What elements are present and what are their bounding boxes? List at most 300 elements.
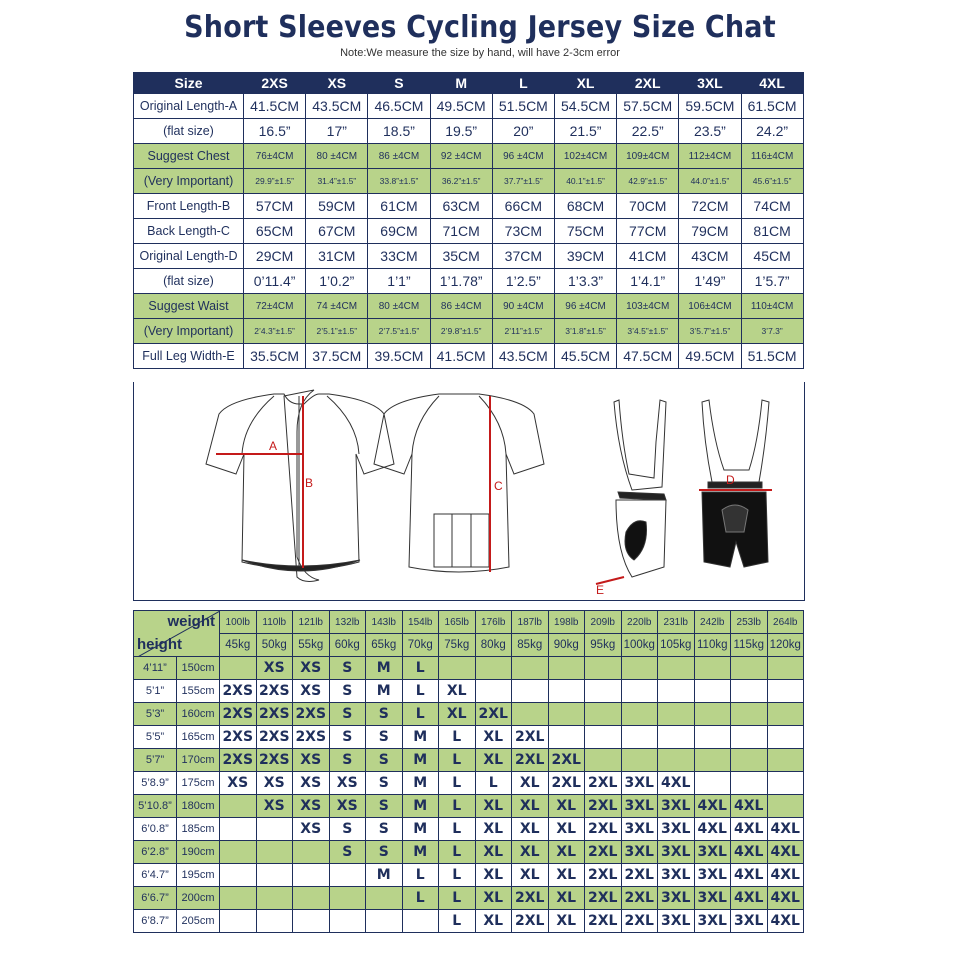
size-cell [548,680,585,703]
measure-cell: 90 ±4CM [492,294,554,319]
measure-row [134,94,804,119]
measure-cell: 74 ±4CM [306,294,368,319]
size-cell: 4XL [767,841,804,864]
measure-cell: 51.5CM [492,94,554,119]
size-cell: 2XS [220,680,257,703]
measure-cell: 17” [306,119,368,144]
size-cell [731,657,768,680]
size-cell: L [439,772,476,795]
size-cell: 4XL [731,887,768,910]
garment-diagram [133,382,805,601]
weight-kg-cell: 95kg [585,634,622,657]
size-cell: 3XL [694,887,731,910]
height-ft-cell: 6’2.8” [134,841,177,864]
measure-cell: 3’7.3” [741,319,803,344]
height-row [134,772,804,795]
measure-cell: 46.5CM [368,94,430,119]
measure-cell: 1’2.5” [492,269,554,294]
height-cm-cell: 170cm [177,749,220,772]
size-cell: S [366,841,403,864]
height-cm-cell: 155cm [177,680,220,703]
height-label: height [137,636,182,653]
size-cell: S [366,795,403,818]
weight-kg-cell: 60kg [329,634,366,657]
size-cell: XL [475,841,512,864]
measure-row [134,269,804,294]
measure-cell: 43.5CM [306,94,368,119]
measure-row [134,219,804,244]
measure-cell: 86 ±4CM [368,144,430,169]
size-cell: XS [329,795,366,818]
row-label: Original Length-D [134,244,244,269]
size-cell [767,772,804,795]
size-cell: S [329,703,366,726]
weight-kg-cell: 85kg [512,634,549,657]
measure-row [134,144,804,169]
size-cell [621,749,658,772]
size-cell: XS [256,657,293,680]
measure-cell: 57.5CM [617,94,679,119]
size-cell: XL [512,841,549,864]
size-cell [731,703,768,726]
size-cell: 3XL [658,841,695,864]
size-cell: S [366,772,403,795]
size-cell: M [402,772,439,795]
measure-cell: 109±4CM [617,144,679,169]
size-cell [767,749,804,772]
size-cell: 4XL [767,864,804,887]
height-row [134,703,804,726]
size-cell: 3XL [658,910,695,933]
measure-cell: 47.5CM [617,344,679,369]
size-cell [329,910,366,933]
size-cell: M [402,841,439,864]
size-cell: 2XL [621,887,658,910]
size-cell: XL [512,795,549,818]
measure-cell: 70CM [617,194,679,219]
measure-cell: 21.5” [554,119,616,144]
measure-cell: 81CM [741,219,803,244]
row-sublabel: (Very Important) [134,169,244,194]
measure-cell: 116±4CM [741,144,803,169]
height-ft-cell: 5’1” [134,680,177,703]
size-header-cell: 4XL [741,73,803,94]
size-cell: L [402,864,439,887]
size-cell: S [329,726,366,749]
size-measurement-table [133,72,804,369]
measure-row [134,169,804,194]
size-cell: 4XL [767,818,804,841]
measure-cell: 72±4CM [244,294,306,319]
height-weight-corner [134,611,220,657]
size-cell [512,680,549,703]
height-row [134,749,804,772]
measure-cell: 68CM [554,194,616,219]
size-cell: L [439,864,476,887]
measure-cell: 2’5.1”±1.5” [306,319,368,344]
measure-cell: 22.5” [617,119,679,144]
size-cell: XL [512,864,549,887]
weight-label: weight [167,613,215,630]
size-cell: 2XS [220,703,257,726]
measure-cell: 36.2”±1.5” [430,169,492,194]
measure-cell: 16.5” [244,119,306,144]
size-cell: M [366,864,403,887]
measure-row [134,294,804,319]
size-cell [548,726,585,749]
measure-cell: 74CM [741,194,803,219]
size-cell: S [329,657,366,680]
size-cell: 2XL [548,772,585,795]
size-cell: XS [293,772,330,795]
size-cell [512,703,549,726]
size-cell: 2XL [621,864,658,887]
measure-cell: 75CM [554,219,616,244]
size-cell: 3XL [621,818,658,841]
weight-lb-cell: 165lb [439,611,476,634]
size-cell: M [366,680,403,703]
measure-cell: 77CM [617,219,679,244]
measure-cell: 73CM [492,219,554,244]
size-cell [767,680,804,703]
weight-kg-cell: 70kg [402,634,439,657]
measure-cell: 41CM [617,244,679,269]
size-cell: 4XL [694,795,731,818]
size-cell [658,680,695,703]
size-cell: S [329,680,366,703]
weight-kg-cell: 75kg [439,634,476,657]
size-cell [256,910,293,933]
measure-cell: 2’9.8”±1.5” [430,319,492,344]
height-cm-cell: 195cm [177,864,220,887]
measure-cell: 31CM [306,244,368,269]
measure-cell: 96 ±4CM [492,144,554,169]
size-cell: XL [475,910,512,933]
size-cell: XL [475,818,512,841]
size-cell [694,772,731,795]
row-label: Full Leg Width-E [134,344,244,369]
size-cell: 3XL [694,864,731,887]
size-cell [585,703,622,726]
measure-cell: 51.5CM [741,344,803,369]
size-cell: XL [512,772,549,795]
height-cm-cell: 180cm [177,795,220,818]
measure-cell: 24.2” [741,119,803,144]
size-cell: 2XS [293,726,330,749]
size-cell: XS [329,772,366,795]
jersey-back-illustration [374,394,544,572]
size-cell: 4XL [731,795,768,818]
measure-cell: 37.5CM [306,344,368,369]
size-cell [366,887,403,910]
label-b: B [305,476,314,490]
measure-cell: 39.5CM [368,344,430,369]
measure-cell: 96 ±4CM [554,294,616,319]
weight-kg-cell: 50kg [256,634,293,657]
measure-cell: 1’0.2” [306,269,368,294]
size-cell: XS [256,772,293,795]
measure-cell: 59.5CM [679,94,741,119]
size-header-cell: XL [554,73,616,94]
size-cell [694,703,731,726]
size-cell: L [439,841,476,864]
weight-kg-cell: 115kg [731,634,768,657]
weight-lb-cell: 253lb [731,611,768,634]
measure-cell: 45CM [741,244,803,269]
size-cell: 4XL [767,887,804,910]
size-cell [220,910,257,933]
size-cell: 3XL [621,795,658,818]
size-cell [293,864,330,887]
height-cm-cell: 175cm [177,772,220,795]
size-cell [402,910,439,933]
bib-front-illustration [702,400,769,567]
measure-cell: 41.5CM [244,94,306,119]
size-cell: XL [548,795,585,818]
weight-kg-cell: 120kg [767,634,804,657]
size-cell: 4XL [731,818,768,841]
measure-cell: 33.8”±1.5” [368,169,430,194]
label-a: A [269,439,278,453]
bib-side-illustration [614,400,666,577]
measure-row [134,194,804,219]
measure-cell: 31.4”±1.5” [306,169,368,194]
size-cell [585,680,622,703]
size-cell [256,841,293,864]
size-cell [329,864,366,887]
measure-cell: 19.5” [430,119,492,144]
size-cell: 2XL [585,818,622,841]
size-cell [731,772,768,795]
size-cell: 2XL [548,749,585,772]
measure-cell: 3’4.5”±1.5” [617,319,679,344]
row-sublabel: (flat size) [134,119,244,144]
weight-lb-cell: 176lb [475,611,512,634]
size-header-cell: 2XS [244,73,306,94]
size-cell [658,703,695,726]
size-cell: 2XL [512,910,549,933]
size-cell [220,795,257,818]
size-cell: XL [475,749,512,772]
height-row [134,657,804,680]
label-c: C [494,479,503,493]
measure-cell: 29CM [244,244,306,269]
weight-lb-cell: 187lb [512,611,549,634]
weight-lb-cell: 110lb [256,611,293,634]
size-cell: XS [220,772,257,795]
size-cell [731,749,768,772]
height-cm-cell: 205cm [177,910,220,933]
size-cell [256,887,293,910]
size-cell [475,657,512,680]
size-cell [256,818,293,841]
weight-kg-cell: 45kg [220,634,257,657]
weight-lb-cell: 264lb [767,611,804,634]
size-cell: L [402,680,439,703]
size-cell: 2XL [585,772,622,795]
size-cell: 3XL [621,841,658,864]
measure-row [134,119,804,144]
weight-kg-cell: 100kg [621,634,658,657]
size-cell: XL [475,887,512,910]
size-cell: XL [548,841,585,864]
measure-cell: 2’7.5”±1.5” [368,319,430,344]
weight-lb-row [134,611,804,634]
size-cell: 2XL [512,749,549,772]
size-cell: XS [293,749,330,772]
row-label: Back Length-C [134,219,244,244]
size-cell [731,680,768,703]
size-cell: 2XL [585,841,622,864]
measure-cell: 80 ±4CM [306,144,368,169]
size-cell: 2XS [256,703,293,726]
size-cell: S [329,818,366,841]
measure-cell: 79CM [679,219,741,244]
size-cell: M [402,818,439,841]
size-cell: L [439,887,476,910]
measure-cell: 72CM [679,194,741,219]
size-cell: XS [293,818,330,841]
measure-cell: 54.5CM [554,94,616,119]
measure-cell: 43CM [679,244,741,269]
height-ft-cell: 6’4.7” [134,864,177,887]
size-cell [585,726,622,749]
measure-cell: 61CM [368,194,430,219]
size-cell: XL [475,726,512,749]
weight-lb-cell: 209lb [585,611,622,634]
size-cell: 2XL [585,795,622,818]
size-cell: XL [512,818,549,841]
size-cell: L [402,703,439,726]
height-row [134,910,804,933]
weight-lb-cell: 231lb [658,611,695,634]
measure-cell: 0’11.4” [244,269,306,294]
measure-cell: 2’4.3”±1.5” [244,319,306,344]
measure-cell: 37.7”±1.5” [492,169,554,194]
measure-cell: 35.5CM [244,344,306,369]
size-cell: S [366,749,403,772]
measure-cell: 80 ±4CM [368,294,430,319]
measure-cell: 110±4CM [741,294,803,319]
size-cell: L [475,772,512,795]
size-cell [767,657,804,680]
height-row [134,864,804,887]
size-cell: XL [439,680,476,703]
weight-kg-cell: 80kg [475,634,512,657]
size-cell: 2XS [256,680,293,703]
weight-lb-cell: 132lb [329,611,366,634]
height-cm-cell: 200cm [177,887,220,910]
measure-cell: 1’49” [679,269,741,294]
size-cell: 3XL [658,795,695,818]
jersey-front-illustration [206,390,394,581]
size-cell: 2XS [220,749,257,772]
measure-cell: 1’4.1” [617,269,679,294]
size-cell: 2XS [293,703,330,726]
size-cell [512,657,549,680]
measure-cell: 69CM [368,219,430,244]
height-cm-cell: 165cm [177,726,220,749]
measure-cell: 92 ±4CM [430,144,492,169]
size-cell: 2XL [512,726,549,749]
measure-cell: 59CM [306,194,368,219]
size-cell [585,749,622,772]
measure-cell: 71CM [430,219,492,244]
measure-cell: 49.5CM [679,344,741,369]
height-cm-cell: 160cm [177,703,220,726]
size-cell: 2XS [220,726,257,749]
weight-lb-cell: 220lb [621,611,658,634]
height-ft-cell: 6’6.7” [134,887,177,910]
height-ft-cell: 4’11” [134,657,177,680]
size-cell: XS [293,795,330,818]
weight-kg-cell: 110kg [694,634,731,657]
size-cell [585,657,622,680]
size-cell: XL [475,795,512,818]
measure-cell: 1’3.3” [554,269,616,294]
size-cell: 3XL [731,910,768,933]
measure-cell: 41.5CM [430,344,492,369]
size-cell [767,795,804,818]
measure-cell: 2’11”±1.5” [492,319,554,344]
row-sublabel: (flat size) [134,269,244,294]
size-cell: XL [548,818,585,841]
size-cell [548,703,585,726]
size-header-cell: 2XL [617,73,679,94]
size-cell: 3XL [694,841,731,864]
size-header-cell: S [368,73,430,94]
measure-cell: 29.9”±1.5” [244,169,306,194]
size-cell: L [439,726,476,749]
measure-cell: 45.5CM [554,344,616,369]
size-cell [293,910,330,933]
size-cell [475,680,512,703]
measure-cell: 44.0”±1.5” [679,169,741,194]
measure-cell: 3’1.8”±1.5” [554,319,616,344]
height-ft-cell: 5’5” [134,726,177,749]
size-cell: XS [293,657,330,680]
weight-kg-cell: 105kg [658,634,695,657]
page-title: Short Sleeves Cycling Jersey Size Chat [184,10,776,45]
weight-lb-cell: 154lb [402,611,439,634]
measure-cell: 61.5CM [741,94,803,119]
size-cell [293,841,330,864]
size-header-label: Size [134,73,244,94]
measure-cell: 23.5” [679,119,741,144]
weight-kg-cell: 65kg [366,634,403,657]
height-cm-cell: 190cm [177,841,220,864]
measure-cell: 35CM [430,244,492,269]
size-header-row [134,73,804,94]
height-cm-cell: 150cm [177,657,220,680]
measure-cell: 33CM [368,244,430,269]
size-cell: 3XL [658,864,695,887]
size-cell [366,910,403,933]
measure-cell: 57CM [244,194,306,219]
weight-lb-cell: 198lb [548,611,585,634]
measure-cell: 18.5” [368,119,430,144]
height-row [134,726,804,749]
size-cell: 2XS [256,726,293,749]
label-e: E [596,583,605,597]
size-header-cell: 3XL [679,73,741,94]
size-header-cell: L [492,73,554,94]
size-cell [658,657,695,680]
size-cell: 2XL [475,703,512,726]
size-cell: L [439,749,476,772]
measure-cell: 42.9”±1.5” [617,169,679,194]
size-cell: XL [439,703,476,726]
